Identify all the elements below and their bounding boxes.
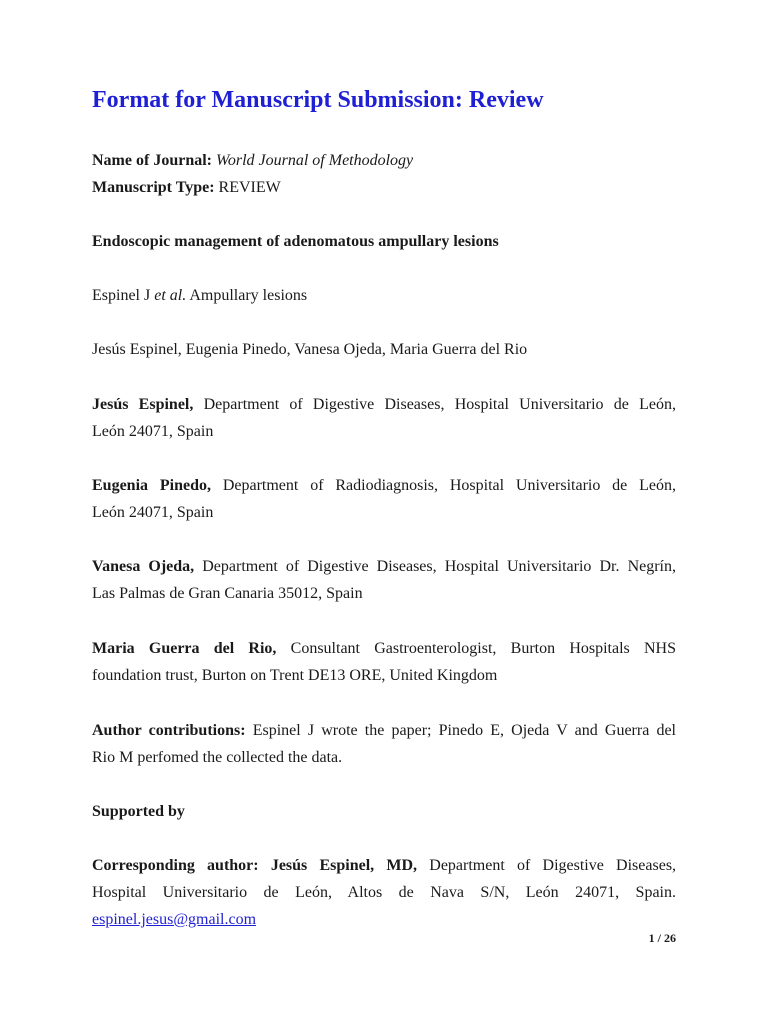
affiliation-line-2: León 24071, Spain — [92, 504, 214, 521]
affiliation-line-1 — [92, 472, 676, 499]
corresponding-author — [92, 852, 676, 933]
affiliation-text: Department of Digestive Diseases, Hospital Universitario de León, — [203, 396, 676, 413]
author-contributions-line-1 — [92, 717, 676, 744]
supported-by-label: Supported by — [92, 803, 185, 820]
author-contributions — [92, 717, 676, 771]
corresponding-line-2: Hospital Universitario de León, Altos de Nava S/N, León 24071, Spain. — [92, 884, 676, 901]
manuscript-type-label: Manuscript Type: — [92, 179, 215, 196]
affiliation-author-name: Jesús Espinel, — [92, 396, 194, 413]
author-contributions-line-2: Rio M perfomed the collected the data. — [92, 749, 343, 766]
affiliation-ojeda — [92, 553, 676, 607]
affiliation-text: Department of Radiodiagnosis, Hospital Universitario de León, — [222, 477, 676, 494]
affiliation-author-name: Eugenia Pinedo, — [92, 477, 211, 494]
corresponding-line-1 — [92, 852, 676, 879]
email-link[interactable]: espinel.jesus@gmail.com — [92, 911, 257, 928]
affiliation-text: Consultant Gastroenterologist, Burton Hospitals NHS — [290, 640, 676, 657]
corresponding-department: Department of Digestive Diseases, — [429, 857, 677, 874]
running-title — [92, 282, 676, 309]
article-title — [92, 228, 676, 255]
author-contributions-label: Author contributions: — [92, 722, 246, 739]
affiliation-author-name: Vanesa Ojeda, — [92, 558, 195, 575]
running-title-text: Ampullary lesions — [189, 287, 308, 304]
affiliation-line-2: Las Palmas de Gran Canaria 35012, Spain — [92, 585, 363, 602]
corresponding-line-3 — [92, 906, 676, 933]
supported-by — [92, 798, 676, 825]
affiliation-line-1 — [92, 391, 676, 418]
authors-line: Jesús Espinel, Eugenia Pinedo, Vanesa Ojeda, Maria Guerra del Rio — [92, 341, 528, 358]
affiliation-line-2: foundation trust, Burton on Trent DE13 ORE, United Kingdom — [92, 667, 498, 684]
running-title-prefix: Espinel J — [92, 287, 151, 304]
affiliation-guerra — [92, 635, 676, 689]
journal-line — [92, 147, 676, 174]
affiliation-text: Department of Digestive Diseases, Hospital Universitario Dr. Negrín, — [202, 558, 676, 575]
corresponding-label: Corresponding author: — [92, 857, 259, 874]
page-number: 1 / 26 — [648, 931, 676, 945]
affiliation-line-2: León 24071, Spain — [92, 423, 214, 440]
journal-label: Name of Journal: — [92, 152, 212, 169]
affiliation-line-1 — [92, 635, 676, 662]
affiliation-espinel — [92, 391, 676, 445]
manuscript-type-value: REVIEW — [218, 179, 281, 196]
page-title: Format for Manuscript Submission: Review — [92, 87, 544, 113]
article-title-text: Endoscopic management of adenomatous ampullary lesions — [92, 233, 499, 250]
affiliation-pinedo — [92, 472, 676, 526]
manuscript-type-line — [92, 174, 676, 201]
author-contributions-text: Espinel J wrote the paper; Pinedo E, Ojeda V and Guerra del — [252, 722, 677, 739]
affiliation-author-name: Maria Guerra del Rio, — [92, 640, 277, 657]
journal-value: World Journal of Methodology — [215, 152, 414, 169]
affiliation-line-1 — [92, 553, 676, 580]
corresponding-name: Jesús Espinel, MD, — [270, 857, 418, 874]
running-title-etal: et al. — [154, 287, 187, 304]
